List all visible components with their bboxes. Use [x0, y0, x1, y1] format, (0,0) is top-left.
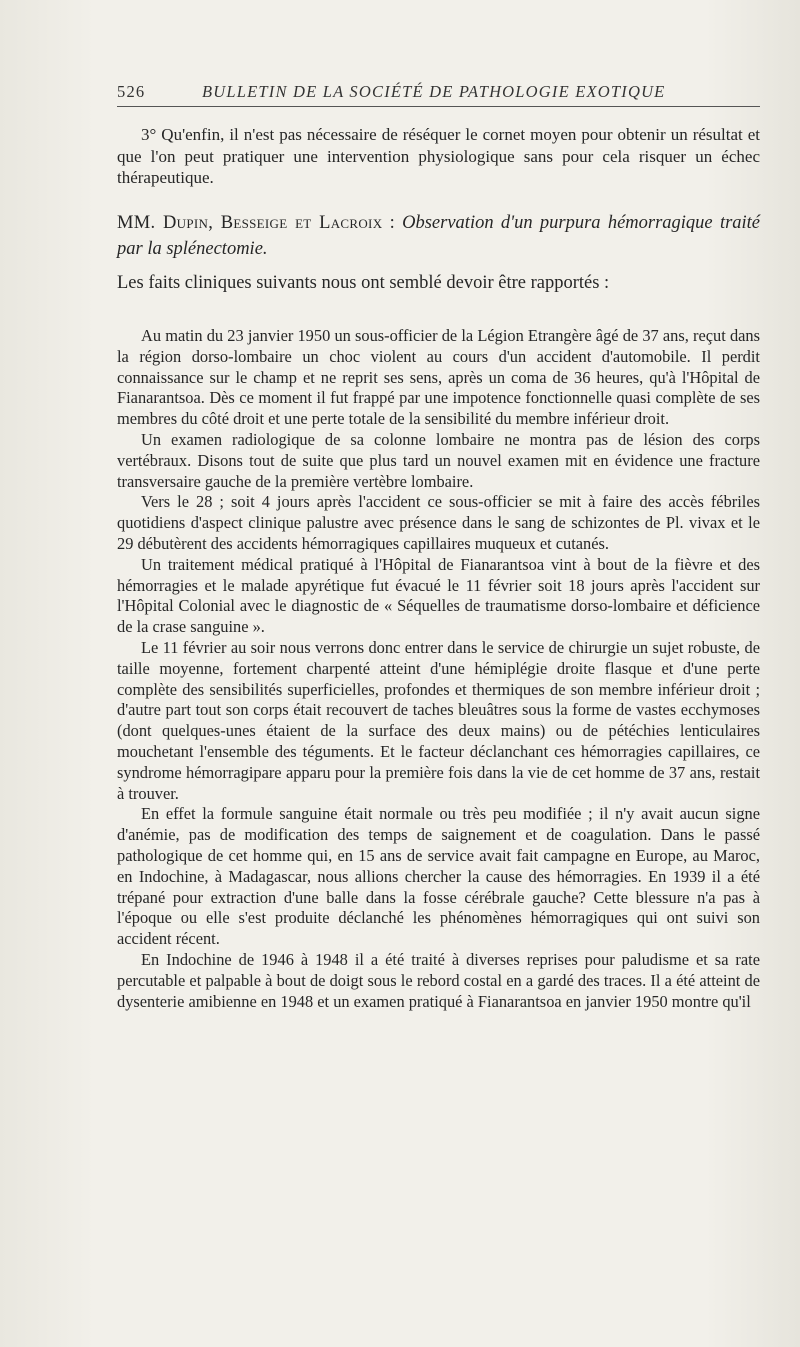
page-number: 526	[117, 82, 146, 101]
lead-block	[117, 124, 760, 189]
paragraph: Un traitement médical pratiqué à l'Hôpital de Fianarantsoa vint à bout de la fièvre et des hémorragies et le malade apyrétique fut évacué le 11 février soit 18 jours après l'accident sur l'Hôpital Colonial avec le diagnostic de « Séquelles de traumatisme dorso-lombaire et déficience de la crase sanguine ».	[117, 554, 760, 637]
body-text	[117, 326, 760, 1012]
intro-paragraph: Les faits cliniques suivants nous ont semblé devoir être rapportés :	[117, 273, 610, 293]
running-header	[117, 82, 760, 107]
paragraph: Le 11 février au soir nous verrons donc entrer dans le service de chirurgie un sujet robuste, de taille moyenne, fortement charpenté atteint d'une hémiplégie droite flasque et d'une perte complète des sensibilités superficielles, profondes et thermiques de son membre inférieur droit ; d'autre part tout son corps était recouvert de taches bleuâtres sous la forme de vastes ecchymoses (dont quelques-unes étaient de la surface des deux mains) ou de pétéchies lenticulaires mouchetant l'ensemble des téguments. Et le facteur déclanchant ces hémorragies capillaires, ce syndrome hémorragipare apparu pour la première fois dans la vie de cet homme de 37 ans, restait à trouver.	[117, 637, 760, 803]
observation-separator: :	[382, 213, 403, 233]
observation-authors: MM. Dupin, Besseige et Lacroix	[117, 213, 383, 233]
lead-paragraph: 3° Qu'enfin, il n'est pas nécessaire de réséquer le cornet moyen pour obtenir un résultat et que l'on peut pratiquer une intervention physiologique sans pour cela risquer un échec thérapeutique.	[117, 125, 760, 187]
paragraph: En effet la formule sanguine était normale ou très peu modifiée ; il n'y avait aucun signe d'anémie, pas de modification des temps de saignement et de coagulation. Dans le passé pathologique de cet homme qui, en 15 ans de service avait fait campagne en Europe, au Maroc, en Indochine, à Madagascar, nous allions chercher la cause des hémorragies. En 1939 il a été trépané pour extraction d'une balle dans la fosse cérébrale gauche? Cette blessure n'a pas à l'époque ou elle s'est produite déclanché les phénomènes hémorragiques qui ont suivi son accident récent.	[117, 804, 760, 949]
observation-title: Observation d'un purpura hémorragique traité par la splénectomie.	[117, 213, 761, 259]
journal-title: BULLETIN DE LA SOCIÉTÉ DE PATHOLOGIE EXOTIQUE	[202, 82, 666, 101]
paragraph: Un examen radiologique de sa colonne lombaire ne montra pas de lésion des corps vertébraux. Disons tout de suite que plus tard un nouvel examen mit en évidence une fracture transversaire gauche de la première vertèbre lombaire.	[117, 429, 760, 491]
paragraph: En Indochine de 1946 à 1948 il a été traité à diverses reprises pour paludisme et sa rate percutable et palpable à bout de doigt sous le rebord costal en a gardé des traces. Il a été atteint de dysenterie amibienne en 1948 et un examen pratiqué à Fianarantsoa en janvier 1950 montre qu'il	[117, 949, 760, 1011]
observation-heading	[117, 210, 760, 262]
paragraph: Au matin du 23 janvier 1950 un sous-officier de la Légion Etrangère âgé de 37 ans, reçut dans la région dorso-lombaire un choc violent au cours d'un accident d'automobile. Il perdit connaissance sur le champ et ne reprit ses sens, après un coma de 36 heures, qu'à l'Hôpital de Fianarantsoa. Dès ce moment il fut frappé par une impotence fonctionnelle quasi complète de ses membres du côté droit et une perte totale de la sensibilité du membre inférieur droit.	[117, 326, 760, 429]
intro-block	[117, 270, 760, 296]
observation-line	[117, 210, 760, 262]
paragraph: Vers le 28 ; soit 4 jours après l'accident ce sous-officier se mit à faire des accès fébriles quotidiens d'aspect clinique palustre avec présence dans le sang de schizontes de Pl. vivax et le 29 débutèrent des accidents hémorragiques capillaires muqueux et cutanés.	[117, 492, 760, 553]
